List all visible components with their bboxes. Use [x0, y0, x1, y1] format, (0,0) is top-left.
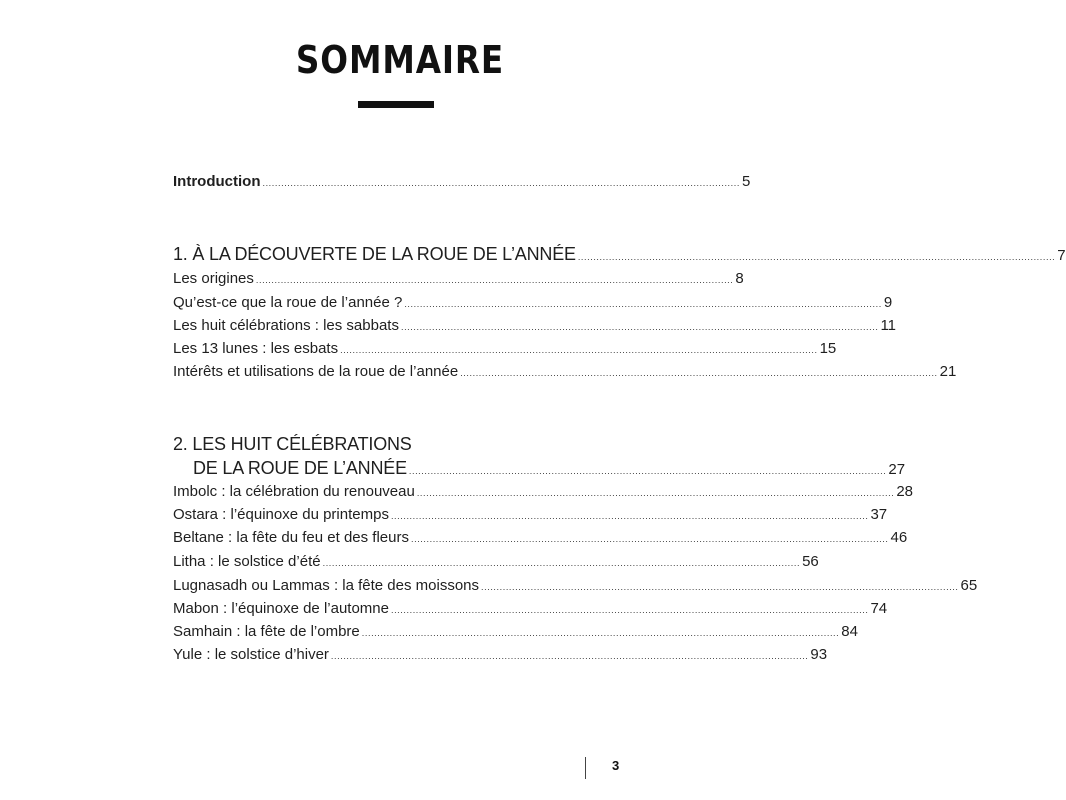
toc-entry-page: 46: [890, 529, 908, 546]
toc-entry-label: Litha : le solstice d’été: [173, 553, 321, 570]
toc-entry-label: Lugnasadh ou Lammas : la fête des moissons: [173, 577, 480, 594]
dot-leader: ..........................................................................................................................................................: [404, 299, 882, 309]
page-number: 3: [612, 758, 620, 773]
toc-entry-page: 37: [870, 506, 888, 523]
toc-entry[interactable]: [173, 528, 908, 549]
toc-entry[interactable]: [173, 269, 744, 290]
toc-entry[interactable]: [173, 576, 978, 597]
toc-section-2[interactable]: [193, 456, 906, 483]
toc-entry-label: Imbolc : la célébration du renouveau: [173, 483, 415, 500]
page-number-divider: [585, 757, 586, 779]
toc-entry-label: Ostara : l’équinoxe du printemps: [173, 506, 389, 523]
toc-entry-page: 28: [896, 483, 913, 500]
toc-entry-page: 11: [880, 317, 897, 334]
dot-leader: ..........................................................................................................................................................: [416, 488, 895, 498]
toc-entry-label: Mabon : l’équinoxe de l’automne: [173, 600, 389, 617]
toc-section-page: 7: [1057, 247, 1066, 264]
toc-entry-label: Les 13 lunes : les esbats: [173, 340, 339, 357]
toc-entry[interactable]: [173, 339, 837, 360]
dot-leader: ..........................................................................................................................................................: [322, 558, 801, 568]
toc-entry-page: 93: [810, 646, 828, 663]
title-underline: [358, 101, 434, 108]
toc-entry-page: 65: [960, 577, 978, 594]
toc-entry-page: 56: [802, 553, 819, 570]
toc-entry-label: Beltane : la fête du feu et des fleurs: [173, 529, 409, 546]
dot-leader: ..........................................................................................................................................................: [361, 628, 840, 638]
toc-entry[interactable]: [173, 645, 828, 666]
toc-entry[interactable]: [173, 293, 893, 314]
dot-leader: ..........................................................................................................................................................: [340, 345, 818, 355]
dot-leader: ..........................................................................................................................................................: [330, 651, 809, 661]
toc-entry-page: 8: [735, 270, 744, 287]
toc-section-page: 27: [888, 461, 906, 478]
toc-entry-page: 74: [870, 600, 888, 617]
toc-entry[interactable]: [173, 599, 888, 620]
toc-entry-page: 9: [883, 294, 893, 311]
toc-entry-label: Intérêts et utilisations de la roue de l’année: [173, 363, 459, 380]
dot-leader: ..........................................................................................................................................................: [460, 368, 938, 378]
toc-entry[interactable]: [173, 362, 957, 383]
dot-leader: ..........................................................................................................................................................: [400, 322, 879, 332]
toc-entry-label: Introduction: [173, 173, 261, 190]
toc-entry-label: Les huit célébrations : les sabbats: [173, 317, 399, 334]
toc-section-heading: 1. À LA DÉCOUVERTE DE LA ROUE DE L’ANNÉE: [173, 244, 576, 264]
toc-entry-label: Yule : le solstice d’hiver: [173, 646, 329, 663]
toc-entry-page: 15: [819, 340, 837, 357]
dot-leader: ..........................................................................................................................................................: [390, 605, 869, 615]
page-title: SOMMAIRE: [295, 38, 505, 82]
toc-entry[interactable]: [173, 552, 819, 573]
dot-leader: ..........................................................................................................................................................: [255, 275, 734, 285]
toc-section-1[interactable]: [173, 242, 1066, 269]
toc-entry-page: 5: [741, 173, 751, 190]
toc-entry[interactable]: [173, 482, 913, 503]
toc-entry-label: Qu’est-ce que la roue de l’année ?: [173, 294, 403, 311]
dot-leader: ..........................................................................................................................................................: [262, 178, 740, 188]
toc-entry[interactable]: [173, 316, 897, 337]
toc-section-heading: DE LA ROUE DE L’ANNÉE: [193, 458, 407, 478]
toc-entry-page: 21: [939, 363, 957, 380]
dot-leader: ..........................................................................................................................................................: [411, 534, 889, 544]
toc-section-2-heading-line1[interactable]: 2. LES HUIT CÉLÉBRATIONS: [173, 434, 412, 454]
toc-entry-introduction[interactable]: [173, 172, 751, 193]
toc-entry-label: Samhain : la fête de l’ombre: [173, 623, 360, 640]
dot-leader: ..........................................................................................................................................................: [481, 582, 959, 592]
toc-entry[interactable]: [173, 622, 858, 643]
toc-entry-page: 84: [841, 623, 858, 640]
toc-entry[interactable]: [173, 505, 888, 526]
toc-entry-label: Les origines: [173, 270, 254, 287]
dot-leader: ..........................................................................................................................................................: [408, 466, 887, 476]
dot-leader: ..........................................................................................................................................................: [577, 252, 1056, 262]
dot-leader: ..........................................................................................................................................................: [390, 511, 869, 521]
